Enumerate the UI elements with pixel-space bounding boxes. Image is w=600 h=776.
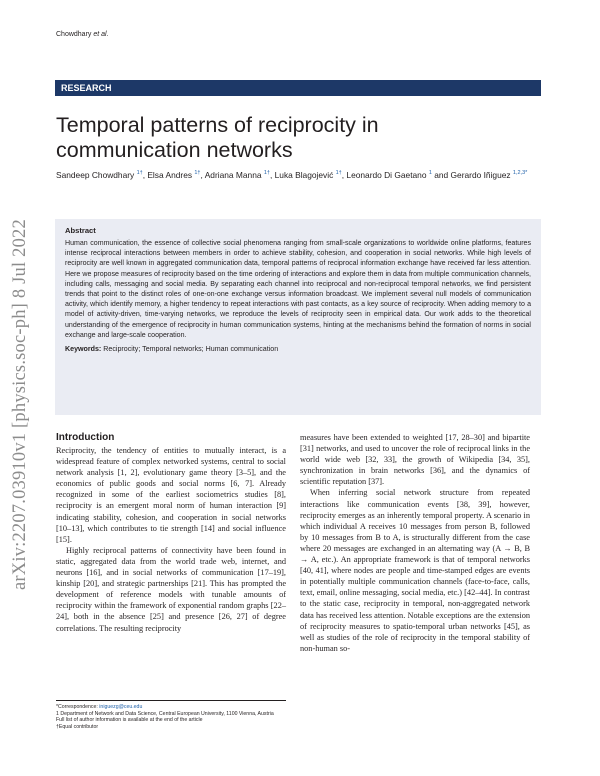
left-column xyxy=(56,432,286,634)
author-name: Luka Blagojević xyxy=(274,170,334,180)
author-name: Elsa Andres xyxy=(147,170,193,180)
running-head-author: Chowdhary xyxy=(56,31,92,38)
author-affiliation-link[interactable]: 1† xyxy=(335,170,342,177)
keywords-label: Keywords: xyxy=(65,345,102,354)
author-affiliation-link[interactable]: 1 xyxy=(428,170,432,177)
correspondence-label: *Correspondence: xyxy=(56,704,98,710)
running-head-etal: et al. xyxy=(93,31,109,38)
correspondence-note xyxy=(56,704,286,711)
correspondence-email-link[interactable]: iniguezg@ceu.edu xyxy=(99,704,143,710)
keywords-list: Reciprocity; Temporal networks; Human communication xyxy=(103,345,279,354)
abstract-heading: Abstract xyxy=(65,226,96,235)
right-column xyxy=(300,432,530,654)
author-name: Adriana Manna xyxy=(204,170,262,180)
affiliation-note: 1 Department of Network and Data Science, Central European University, 1100 Vienna, Austria xyxy=(56,710,274,717)
author-affiliation-link[interactable]: 1,2,3* xyxy=(512,170,528,177)
running-head xyxy=(56,31,109,38)
abstract-text: Human communication, the essence of collective social phenomena ranging from small-scale organizations to worldwide online platforms, features intense reciprocal interactions between members in order to achieve stability, cohesion, and cooperation in social networks. While high levels of reciprocity are well known in aggregated communication data, temporal patterns of reciprocal information exchange have received far less attention. Here we propose measures of reciprocity based on the time ordering of interactions and explore them in data from multiple communication channels, including calls, messaging and social media. By separating each channel into reciprocal and non-reciprocal temporal networks, we find persistent trends that point to the distinct roles of one-on-one exchange versus information broadcast. We implement several null models of communication activity, which identify memory, a higher tendency to repeat interactions with past contacts, as a key source of reciprocity. When adding memory to a model of activity-driven, time-varying networks, we reproduce the levels of reciprocity seen in empirical data. Our work adds to the theoretical understanding of the emergence of reciprocity in human communication systems, hinting at the mechanisms behind the formation of norms in social exchange and large-scale cooperation. xyxy=(65,240,531,339)
section-label-bar: RESEARCH xyxy=(55,80,541,96)
body-paragraph: Reciprocity, the tendency of entities to mutually interact, is a widespread feature of complex networked systems, central to social network analysis [1, 2], evolutionary game theory [3–5], and the economics of public goods and social norms [6, 7]. Already recognized in some of the earliest sociometrics studies [8], reciprocity is an emergent moral norm of human interaction [9] indicating stability, cohesion, and cooperation in social networks [10–13], which contributes to tie strength [14] and social influence [15]. xyxy=(56,446,286,544)
keywords xyxy=(65,345,531,353)
author-affiliation-link[interactable]: 1† xyxy=(194,170,201,177)
author-affiliation-link[interactable]: 1† xyxy=(136,170,143,177)
body-paragraph: When inferring social network structure from repeated interactions like communication events [38, 39], however, reciprocity emerges as an inherently temporal property. A scenario in which individual A receives 10 messages from person B, followed by 10 messages from B to A, is structurally different from the case where 20 messages are exchanged in an alternating way (A → B, B → A, etc.). An appropriate framework is that of temporal networks [40, 41], where nodes are people and time-stamped edges are events in potentially multiple communication channels (face-to-face, calls, text, email, online messaging, social media, etc.) [42–44]. In contrast to the static case, reciprocity in temporal, non-aggregated network data has received less attention. Notable exceptions are the extension of reciprocity measures to spatio-temporal urban networks [45], as well as studies of the role of reciprocity in the temporal stability of non-human so- xyxy=(300,488,530,653)
equal-contributor-note: †Equal contributor xyxy=(56,723,99,730)
footnotes xyxy=(56,700,286,730)
body-paragraph: measures have been extended to weighted [17, 28–30] and bipartite [31] networks, and used to uncover the role of reciprocal links in the world wide web [32, 33], the growth of Wikipedia [34, 35], synchronization in brain networks [36], and the dynamics of scientific reputation [37]. xyxy=(300,433,530,487)
abstract-box xyxy=(55,219,541,415)
author-info-note: Full list of author information is available at the end of the article xyxy=(56,717,203,724)
author-list: Sandeep Chowdhary $^{1\dagger}$, Elsa Andres $^{1\dagger}$, Adriana Manna $^{1\dagger}$, Luka Blagojević $^{1\dagger}$, Leonardo Di Gaetano $^1$ and Gerardo Iñiguez $^{1,2,3*}$ xyxy=(56,170,528,180)
body-paragraph: Highly reciprocal patterns of connectivity have been found in static, aggregated data from the world trade web, internet, and neurons [16], and in social networks of communication [17–19], kinship [20], and strategic partnerships [21]. This has prompted the development of reference models with tunable amounts of reciprocity within the framework of exponential random graphs [22–24], both in the absence [25] and presence [26, 27] of degree correlations. The resulting reciprocity xyxy=(56,545,286,633)
author-name: Sandeep Chowdhary xyxy=(56,170,135,180)
paper-title: Temporal patterns of reciprocity in communication networks xyxy=(56,113,379,162)
author-name: Gerardo Iñiguez xyxy=(450,170,511,180)
arxiv-identifier[interactable]: arXiv:2207.03910v1 [physics.soc-ph] 8 Jul 2022 xyxy=(10,219,30,590)
author-name: Leonardo Di Gaetano xyxy=(346,170,427,180)
section-heading-introduction: Introduction xyxy=(56,432,115,443)
author-affiliation-link[interactable]: 1† xyxy=(263,170,270,177)
